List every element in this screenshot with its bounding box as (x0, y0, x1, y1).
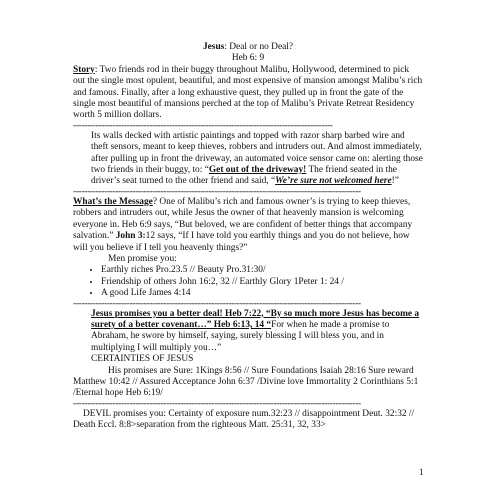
message-text-1: ? One of Malibu’s rich and famous owner’s is trying to keep thieves, robbers and intruders out, while Jesus the owner of that heavenly mansion is welcoming everyone in. Heb 6:9 says, “But beloved, we are confident of better things that accompany salvation.” (73, 196, 413, 242)
driveway-text-2: The friend seated in the driver’s seat turned to the other friend and said, “ (91, 165, 397, 187)
message-text-2: 12 says, “If I have told you earthly things and you do not believe, how will you believe if I tell you heavenly things?” (73, 231, 410, 253)
sermon-notes (73, 42, 423, 432)
separator-4: ------------------------------------------------------------------------------------------------------ (73, 399, 361, 409)
driveway-warning: Get out of the driveway! (208, 165, 307, 176)
story-label: Story (73, 64, 95, 75)
men-promise-heading: Men promise you: (108, 253, 177, 264)
jesus-promise-paragraph (73, 309, 423, 355)
driveway-text-3: !” (391, 176, 399, 187)
abraham-promise-text: For when he made a promise to Abraham, he swore by himself, saying, surely blessing I will bless you, and in multiplying I will multiply you…” (91, 319, 390, 353)
sermon-title (73, 42, 423, 53)
john-reference: John 3: (115, 231, 146, 242)
driveway-text-1: Its walls decked with artistic paintings and topped with razor sharp barbed wire and theft sensors, meant to keep thieves, robbers and intruders out. And almost immediately, after pulling up in front the driveway, an automated voice sensor came on: alerting those two friends in their buggy, to: “ (91, 130, 423, 176)
list-item: • A good Life James 4:14 (101, 288, 423, 299)
list-item: • Friendship of others John 16:2, 32 // Earthly Glory 1Peter 1: 24 / (101, 277, 423, 288)
separator-1: -------------------------------------------------------------------------------------------- (73, 121, 333, 131)
sure-promises-paragraph: His promises are Sure: 1Kings 8:56 // Sure Foundations Isaiah 28:16 Sure reward Matthew 10:42 // Assured Acceptance John 6:37 /Divine love Immortality 2 Corinthians 5:1 /Eternal hope Heb 6:19/ (73, 365, 419, 399)
devil-promises-paragraph: DEVIL promises you: Certainty of exposure num.32:23 // disappointment Deut. 32:32 // Death Eccl. 8:8>separation from the righteous Matt. 25:31, 32, 33> (73, 408, 415, 431)
story-text: : Two friends rod in their buggy throughout Malibu, Hollywood, determined to pick out the single most opulent, beautiful, and most expensive of mansion amongst Malibu’s rich and famous. Finally, after a long exhaustive quest, they pulled up in front the gate of the single most beautiful of mansions perched at the top of Malibu’s Private Retreat Residency worth 5 million dollars. (73, 64, 423, 121)
title-jesus: Jesus (202, 42, 225, 52)
jesus-better-deal: Jesus promises you a better deal! Heb 7:22, “By so much more Jesus has become a surety of a better covenant…” Heb 6:13, 14 “ (91, 308, 420, 330)
not-welcomed-quote: We’re sure not welcomed here (275, 176, 392, 187)
list-item: • Earthly riches Pro.23.5 // Beauty Pro.31:30/ (101, 265, 423, 276)
story-paragraph (73, 65, 423, 122)
separator-2: ------------------------------------------------------------------------------------------------------ (73, 187, 361, 197)
page-number: 1 (419, 467, 424, 477)
men-promise-list (73, 265, 423, 299)
title-reference: Heb 6: 9 (231, 53, 265, 64)
message-paragraph (73, 197, 423, 254)
certainties-heading: CERTAINTIES OF JESUS (91, 354, 194, 365)
driveway-paragraph (73, 131, 423, 188)
message-label: What’s the Message (73, 196, 153, 207)
title-rest: : Deal or no Deal? (224, 42, 294, 52)
separator-3: ------------------------------------------------------------------------------------------------------ (73, 299, 361, 309)
